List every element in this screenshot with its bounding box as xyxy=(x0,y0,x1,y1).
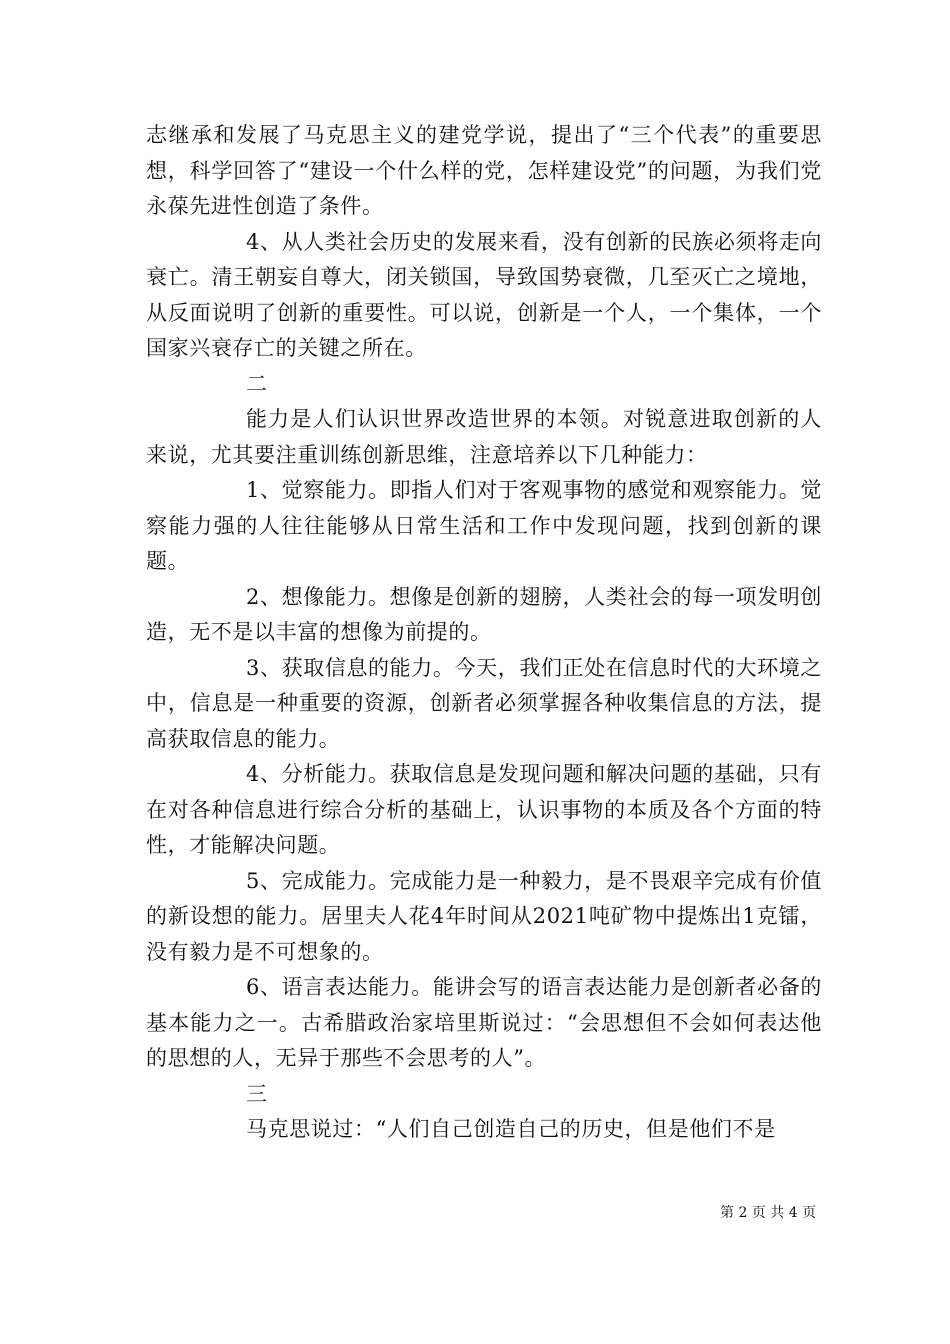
body-text xyxy=(146,118,822,1148)
paragraph-4: 1、觉察能力。即指人们对于客观事物的感觉和观察能力。觉察能力强的人往往能够从日常生活和工作中发现问题，找到创新的课题。 xyxy=(146,478,822,573)
paragraph-3: 能力是人们认识世界改造世界的本领。对锐意进取创新的人来说，尤其要注重训练创新思维，注意培养以下几种能力： xyxy=(146,407,822,467)
paragraph-2: 4、从人类社会历史的发展来看，没有创新的民族必须将走向衰亡。清王朝妄自尊大，闭关锁国，导致国势衰微，几至灭亡之境地，从反面说明了创新的重要性。可以说，创新是一个人，一个集体，一个国家兴衰存亡的关键之所在。 xyxy=(146,229,822,360)
page-footer: 第 2 页 共 4 页 xyxy=(720,1205,817,1221)
paragraph-6: 3、获取信息的能力。今天，我们正处在信息时代的大环境之中，信息是一种重要的资源，创新者必须掌握各种收集信息的方法，提高获取信息的能力。 xyxy=(146,655,822,751)
paragraph-1: 志继承和发展了马克思主义的建党学说，提出了“三个代表”的重要思想，科学回答了“建设一个什么样的党，怎样建设党”的问题，为我们党永葆先进性创造了条件。 xyxy=(146,123,822,218)
paragraph-5: 2、想像能力。想像是创新的翅膀，人类社会的每一项发明创造，无不是以丰富的想像为前提的。 xyxy=(146,584,822,644)
paragraph-9: 6、语言表达能力。能讲会写的语言表达能力是创新者必备的基本能力之一。古希腊政治家培里斯说过：“会思想但不会如何表达他的思想的人，无异于那些不会思考的人”。 xyxy=(146,975,822,1070)
paragraph-10: 马克思说过：“人们自己创造自己的历史，但是他们不是 xyxy=(246,1117,776,1141)
paragraph-8: 5、完成能力。完成能力是一种毅力，是不畏艰辛完成有价值的新设想的能力。居里夫人花4年时间从2021吨矿物中提炼出1克镭，没有毅力是不可想象的。 xyxy=(146,868,822,964)
section-heading-2: 二 xyxy=(246,371,268,396)
section-heading-3: 三 xyxy=(246,1081,268,1106)
paragraph-7: 4、分析能力。获取信息是发现问题和解决问题的基础，只有在对各种信息进行综合分析的基础上，认识事物的本质及各个方面的特性，才能解决问题。 xyxy=(146,762,822,857)
